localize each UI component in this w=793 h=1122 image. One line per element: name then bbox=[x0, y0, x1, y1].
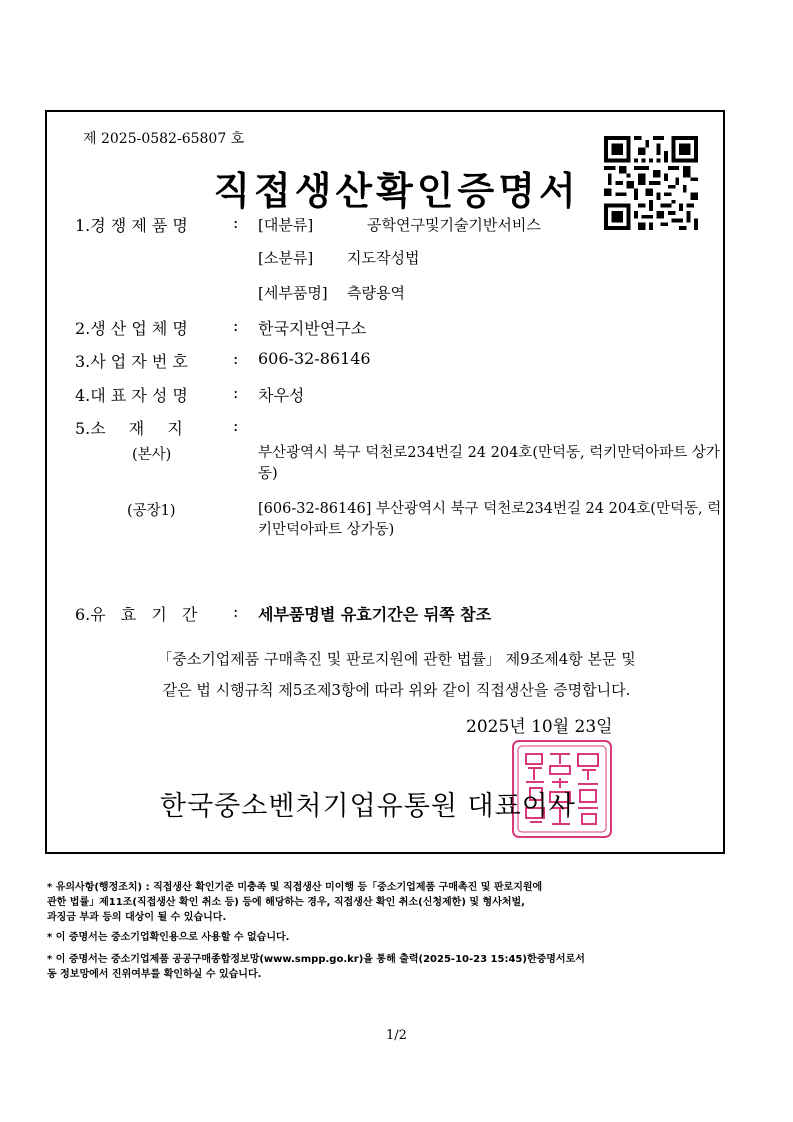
note-1-line-2: 관한 법률」제11조(직접생산 확인 취소 등) 등에 해당하는 경우, 직접생산 확인 취소(신청제한) 및 형사처벌, bbox=[47, 897, 525, 908]
business-number-colon: : bbox=[233, 349, 239, 368]
location-colon: : bbox=[233, 416, 239, 435]
validity-colon: : bbox=[233, 602, 239, 621]
document-number: 제 2025-0582-65807 호 bbox=[83, 131, 245, 147]
validity-label: 6.유 효 기 간 bbox=[75, 605, 198, 624]
detail-item-value: 측량용역 bbox=[347, 284, 405, 302]
note-1-line-1: * 유의사항(행정조치) : 직접생산 확인기준 미충족 및 직접생산 미이행 등「중소기업제품 구매촉진 및 판로지원에 bbox=[47, 882, 543, 893]
note-3-line-2: 동 정보망에서 진위여부를 확인하실 수 있습니다. bbox=[47, 969, 262, 980]
statement-line-2: 같은 법 시행규칙 제5조제3항에 따라 위와 같이 직접생산을 증명합니다. bbox=[162, 681, 631, 699]
qr-code-icon[interactable] bbox=[604, 136, 698, 230]
major-category-tag: [대분류] bbox=[258, 216, 314, 234]
major-category-value: 공학연구및기술기반서비스 bbox=[367, 216, 541, 234]
minor-category-value: 지도작성법 bbox=[347, 249, 420, 267]
detail-item-tag: [세부품명] bbox=[258, 284, 328, 302]
product-colon: : bbox=[233, 213, 239, 232]
ceo-label: 4.대 표 자 성 명 bbox=[75, 386, 188, 405]
ceo-value: 차우성 bbox=[258, 386, 305, 405]
issue-date: 2025년 10월 23일 bbox=[466, 717, 613, 737]
note-3-line-1: * 이 증명서는 중소기업제품 공공구매종합정보망(www.smpp.go.kr)을 통해 출력(2025-10-23 15:45)한증명서로서 bbox=[47, 954, 585, 965]
company-value: 한국지반연구소 bbox=[258, 319, 367, 338]
ceo-colon: : bbox=[233, 383, 239, 402]
validity-value: 세부품명별 유효기간은 뒤쪽 참조 bbox=[258, 605, 492, 624]
factory-label: (공장1) bbox=[127, 503, 176, 519]
document-title: 직접생산확인증명서 bbox=[213, 169, 580, 213]
page-number: 1/2 bbox=[386, 1028, 407, 1043]
minor-category-tag: [소분류] bbox=[258, 249, 314, 267]
hq-label: (본사) bbox=[132, 447, 172, 463]
company-colon: : bbox=[233, 316, 239, 335]
business-number-label: 3.사 업 자 번 호 bbox=[75, 352, 188, 371]
business-number-value: 606-32-86146 bbox=[258, 349, 371, 368]
note-2-line-1: * 이 증명서는 중소기업확인용으로 사용할 수 없습니다. bbox=[47, 932, 290, 943]
note-1-line-3: 과징금 부과 등의 대상이 될 수 있습니다. bbox=[47, 912, 227, 923]
location-label: 5.소 재 지 bbox=[75, 419, 183, 438]
factory-address: [606-32-86146] 부산광역시 북구 덕천로234번길 24 204호(만덕동, 럭키만덕아파트 상가동) bbox=[258, 501, 722, 538]
product-label: 1.경 쟁 제 품 명 bbox=[75, 216, 188, 235]
company-label: 2.생 산 업 체 명 bbox=[75, 319, 188, 338]
statement-line-1: 「중소기업제품 구매촉진 및 판로지원에 관한 법률」 제9조제4항 본문 및 bbox=[157, 650, 636, 668]
issuer-name: 한국중소벤처기업유통원 대표이사 bbox=[160, 791, 576, 822]
hq-address: 부산광역시 북구 덕천로234번길 24 204호(만덕동, 럭키만덕아파트 상가동) bbox=[258, 445, 720, 482]
